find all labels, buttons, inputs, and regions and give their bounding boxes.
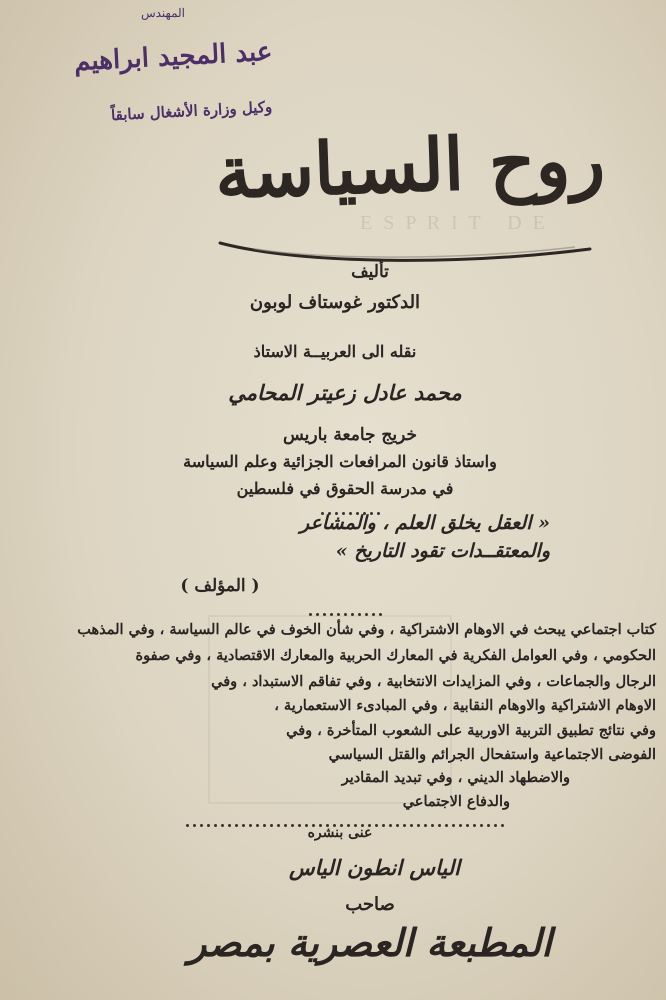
description-line-5: وفي نتائج تطبيق التربية الاوربية على الشعوب المتأخرة ، وفي (286, 722, 656, 739)
publisher-label: عنى بنشره (307, 825, 373, 841)
translated-by-label: نقله الى العربيــة الاستاذ (253, 342, 417, 361)
dotted-divider (300, 503, 400, 509)
description-line-7: والاضطهاد الديني ، وفي تبديد المقادير (341, 769, 570, 786)
publisher-name: الياس انطون الياس (288, 855, 460, 880)
author-label: تأليف (351, 262, 389, 282)
epigraph-line-1: « العقل يخلق العلم ، والمشاعر (300, 512, 550, 534)
dotted-divider (170, 815, 520, 821)
description-line-1: كتاب اجتماعي يبحث في الاوهام الاشتراكية ، وفي شأن الخوف في عالم السياسة ، وفي المذهب (77, 621, 656, 638)
description-line-6: الفوضى الاجتماعية واستفحال الجرائم والقتل السياسي (328, 746, 656, 763)
bleed-through-decoration: E S P R I T D E (360, 212, 548, 234)
translator-credential-1: خريج جامعة باريس (282, 425, 418, 445)
description-line-2: الحكومي ، وفي العوامل الفكرية في المعارك الحربية والمعارك الاقتصادية ، وفي صفوة (135, 647, 656, 664)
owner-label: صاحب (345, 894, 395, 915)
author-name: الدكتور غوستاف لوبون (249, 292, 421, 313)
book-title: روح السياسة (213, 116, 607, 215)
press-name: المطبعة العصرية بمصر (188, 920, 552, 965)
stamp-line-3: وكيل وزارة الأشغال سابقاً (110, 97, 273, 125)
owner-stamp (40, 2, 280, 142)
translator-credential-3: في مدرسة الحقوق في فلسطين (236, 479, 454, 498)
stamp-line-2: عبد المجيد ابراهيم (72, 36, 273, 78)
translator-credential-2: واستاذ قانون المرافعات الجزائية وعلم السياسة (183, 452, 497, 471)
translator-name: محمد عادل زعيتر المحامي (228, 380, 462, 405)
epigraph-line-2: والمعتقــدات تقود التاريخ » (335, 540, 550, 562)
epigraph-attribution: ( المؤلف ) (180, 576, 260, 596)
description-line-8: والدفاع الاجتماعي (402, 793, 510, 810)
description-line-3: الرجال والجماعات ، وفي المزايدات الانتخابية ، وفي تفاقم الاستبداد ، وفي (211, 673, 656, 690)
stamp-line-1: المهندس (140, 6, 185, 20)
description-line-4: الاوهام الاشتراكية والاوهام النقابية ، وفي المبادىء الاستعمارية ، (274, 697, 656, 714)
dotted-divider (280, 604, 410, 610)
